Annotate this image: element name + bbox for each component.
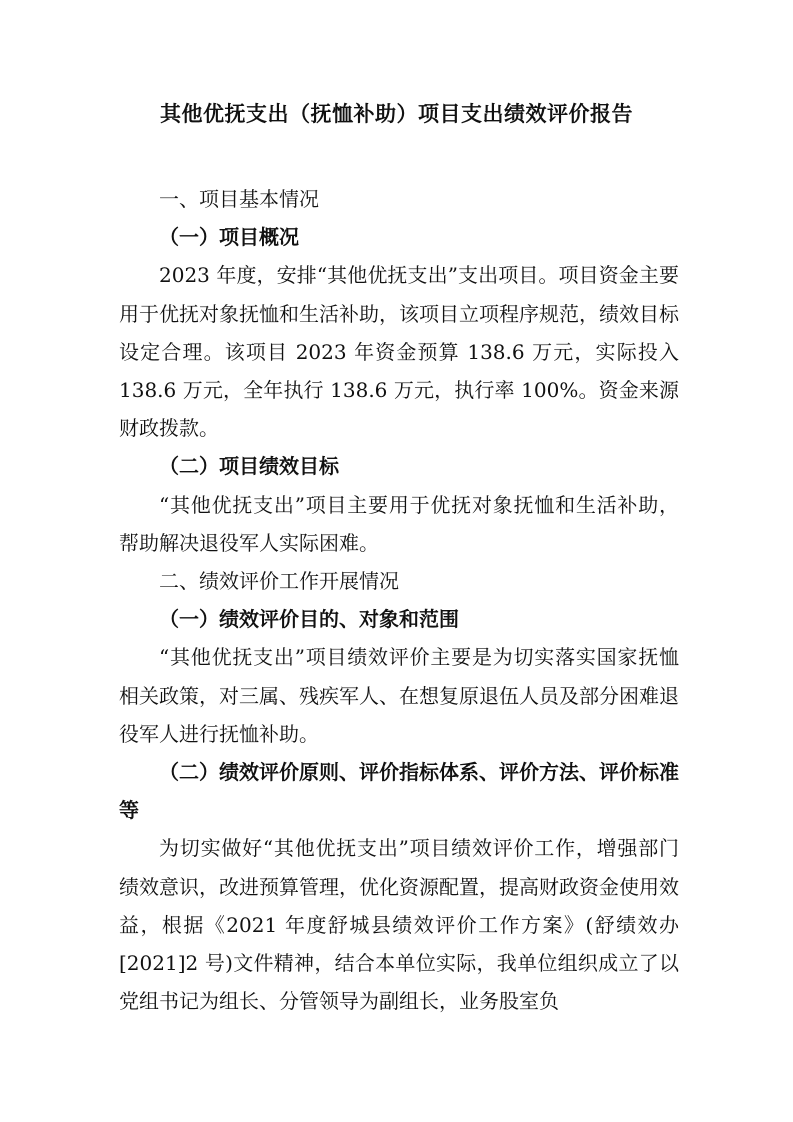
paragraph: “其他优抚支出”项目绩效评价主要是为切实落实国家抚恤相关政策，对三属、残疾军人、在想复原退伍人员及部分困难退役军人进行抚恤补助。	[119, 645, 679, 746]
document-title: 其他优抚支出（抚恤补助）项目支出绩效评价报告	[160, 102, 633, 126]
subsection-heading: （二）项目绩效目标	[159, 454, 339, 479]
section-heading: 一、项目基本情况	[159, 187, 319, 211]
document-body	[119, 180, 679, 1020]
paragraph: 为切实做好“其他优抚支出”项目绩效评价工作，增强部门绩效意识，改进预算管理，优化资源配置，提高财政资金使用效益，根据《2021 年度舒城县绩效评价工作方案》(舒绩效办[2021]2 号)文件精神，结合本单位实际，我单位组织成立了以党组书记为组长、分管领导为副组长，业务股室负	[119, 836, 679, 1014]
section-heading: 二、绩效评价工作开展情况	[159, 569, 399, 594]
subsection-heading: （一）项目概况	[159, 225, 299, 250]
subsection-heading: （一）绩效评价目的、对象和范围	[159, 607, 459, 632]
subsection-heading: （二）绩效评价原则、评价指标体系、评价方法、评价标准等	[119, 760, 679, 823]
paragraph: “其他优抚支出”项目主要用于优抚对象抚恤和生活补助，帮助解决退役军人实际困难。	[119, 492, 679, 555]
paragraph: 2023 年度，安排“其他优抚支出”支出项目。项目资金主要用于优抚对象抚恤和生活补助，该项目立项程序规范，绩效目标设定合理。该项目 2023 年资金预算 138.6 万元，实际投入 138.6 万元，全年执行 138.6 万元，执行率 100%。资金来源财政拨款。	[119, 263, 679, 441]
